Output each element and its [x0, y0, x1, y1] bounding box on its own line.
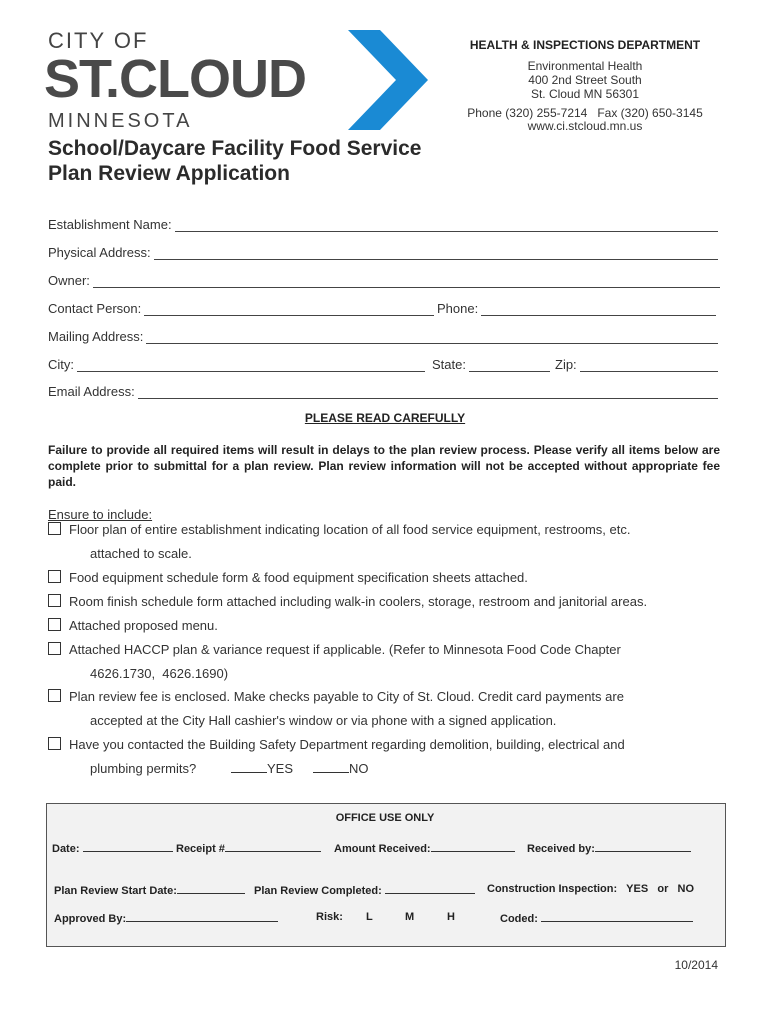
office-construction-yes[interactable]: YES [626, 883, 649, 895]
warning-text: Failure to provide all required items will result in delays to the plan review process. Please verify all items below are complete prior to submittal for a plan review. Plan review information will not be accepted without appropriate fee paid. [48, 443, 720, 489]
department-city: St. Cloud MN 56301 [530, 87, 640, 101]
title-line-2: Plan Review Application [48, 162, 290, 185]
city-field[interactable] [48, 357, 425, 372]
department-website: www.ci.stcloud.mn.us [527, 119, 643, 133]
checklist-item-label: Attached proposed menu. [69, 618, 218, 633]
checklist-item-menu [48, 614, 218, 638]
department-division: Environmental Health [527, 59, 643, 73]
mailing-address-label: Mailing Address: [48, 329, 144, 344]
checklist-item-fee [48, 685, 624, 709]
checkbox[interactable] [48, 689, 61, 702]
owner-field[interactable] [48, 273, 720, 288]
department-name: HEALTH & INSPECTIONS DEPARTMENT [469, 38, 701, 52]
office-receipt-label: Receipt # [176, 843, 225, 855]
office-risk-l[interactable]: L [366, 911, 373, 923]
office-approved-by-label: Approved By: [54, 913, 127, 925]
zip-field[interactable] [555, 357, 718, 372]
department-phone-fax: Phone (320) 255-7214 Fax (320) 650-3145 [467, 106, 703, 120]
establishment-name-field[interactable] [48, 217, 718, 232]
office-receipt-line[interactable] [225, 841, 321, 852]
checklist-item-haccp [48, 638, 621, 662]
logo-city-of: CITY OF [48, 28, 149, 53]
no-blank[interactable] [313, 762, 349, 773]
checklist-item-label: Plan review fee is enclosed. Make checks payable to City of St. Cloud. Credit card payments are [69, 689, 624, 704]
email-field[interactable] [48, 384, 718, 399]
no-label: NO [349, 761, 369, 776]
checklist-item-label: Floor plan of entire establishment indicating location of all food service equipment, restrooms, etc. [69, 522, 631, 537]
office-date-line[interactable] [83, 841, 173, 852]
department-street: 400 2nd Street South [528, 73, 642, 87]
checklist-item-label: Food equipment schedule form & food equipment specification sheets attached. [69, 570, 528, 585]
physical-address-field[interactable] [48, 245, 718, 260]
logo-st-cloud: ST.CLOUD [44, 49, 306, 109]
owner-label: Owner: [48, 273, 90, 288]
checklist-item-label: Have you contacted the Building Safety Department regarding demolition, building, electrical and [69, 737, 625, 752]
office-received-by-label: Received by: [527, 843, 595, 855]
office-construction [487, 883, 694, 895]
office-received-by-line[interactable] [595, 841, 691, 852]
phone-field[interactable] [437, 301, 716, 316]
office-construction-no[interactable]: NO [677, 883, 695, 895]
physical-address-label: Physical Address: [48, 245, 151, 260]
checklist-item-continuation: plumbing permits? [90, 761, 197, 776]
office-risk-h[interactable]: H [447, 911, 455, 923]
office-coded[interactable] [500, 911, 693, 925]
checkbox[interactable] [48, 522, 61, 535]
checkbox[interactable] [48, 737, 61, 750]
physical-address-line[interactable] [154, 248, 718, 260]
office-risk-m[interactable]: M [405, 911, 415, 923]
checklist-item-building-safety [48, 733, 625, 757]
phone-line[interactable] [481, 304, 716, 316]
revision-date: 10/2014 [674, 958, 718, 972]
permits-no[interactable] [313, 761, 369, 776]
office-amount[interactable] [334, 841, 515, 855]
office-construction-label: Construction Inspection: [487, 883, 618, 895]
logo-minnesota: MINNESOTA [48, 110, 193, 132]
yes-label: YES [267, 761, 294, 776]
office-completed-line[interactable] [385, 883, 475, 894]
office-date-label: Date: [52, 843, 80, 855]
checklist-item-room-finish [48, 590, 647, 614]
office-coded-line[interactable] [541, 911, 693, 922]
chevron-logo-icon [348, 30, 428, 130]
checklist-heading: Ensure to include: [48, 507, 153, 522]
city-label: City: [48, 357, 74, 372]
contact-person-label: Contact Person: [48, 301, 142, 316]
page-title [48, 136, 421, 186]
office-received-by[interactable] [527, 841, 691, 855]
office-start-date-line[interactable] [177, 883, 245, 894]
checkbox[interactable] [48, 642, 61, 655]
checklist-item-continuation: 4626.1730, 4626.1690) [90, 666, 229, 681]
checklist-item-continuation: attached to scale. [90, 546, 192, 561]
office-date[interactable] [52, 841, 173, 855]
office-risk-label: Risk: [316, 911, 343, 923]
owner-line[interactable] [93, 276, 720, 288]
establishment-name-label: Establishment Name: [48, 217, 172, 232]
checklist-item-floor-plan [48, 518, 630, 542]
office-completed-label: Plan Review Completed: [254, 885, 382, 897]
office-completed[interactable] [254, 883, 475, 897]
state-field[interactable] [432, 357, 550, 372]
office-use-box [46, 803, 726, 947]
contact-person-field[interactable] [48, 301, 434, 316]
state-line[interactable] [469, 360, 550, 372]
checklist-item-continuation: accepted at the City Hall cashier's window or via phone with a signed application. [90, 713, 557, 728]
yes-blank[interactable] [231, 762, 267, 773]
establishment-name-line[interactable] [175, 220, 718, 232]
checkbox[interactable] [48, 618, 61, 631]
office-construction-or: or [657, 883, 669, 895]
mailing-address-field[interactable] [48, 329, 718, 344]
office-amount-label: Amount Received: [334, 843, 431, 855]
zip-label: Zip: [555, 357, 577, 372]
checkbox[interactable] [48, 594, 61, 607]
phone-label: Phone: [437, 301, 479, 316]
state-label: State: [432, 357, 466, 372]
mailing-address-line[interactable] [146, 332, 718, 344]
office-receipt[interactable] [176, 841, 321, 855]
city-line[interactable] [77, 360, 425, 372]
office-coded-label: Coded: [500, 913, 538, 925]
checklist-item-label: Attached HACCP plan & variance request if applicable. (Refer to Minnesota Food Code Chapter [69, 642, 621, 657]
office-use-title: OFFICE USE ONLY [335, 812, 435, 824]
office-approved-by[interactable] [54, 911, 278, 925]
office-approved-by-line[interactable] [126, 911, 278, 922]
checklist-item-equipment [48, 566, 528, 590]
title-line-1: School/Daycare Facility Food Service [48, 137, 422, 160]
email-line[interactable] [138, 387, 718, 399]
checkbox[interactable] [48, 570, 61, 583]
contact-person-line[interactable] [144, 304, 434, 316]
email-label: Email Address: [48, 384, 135, 399]
permits-yes[interactable] [231, 761, 293, 776]
please-read-heading: PLEASE READ CAREFULLY [304, 411, 466, 425]
zip-line[interactable] [580, 360, 718, 372]
office-start-date[interactable] [54, 883, 245, 897]
office-start-date-label: Plan Review Start Date: [54, 885, 177, 897]
office-amount-line[interactable] [431, 841, 515, 852]
checklist-item-label: Room finish schedule form attached including walk-in coolers, storage, restroom and janitorial areas. [69, 594, 648, 609]
